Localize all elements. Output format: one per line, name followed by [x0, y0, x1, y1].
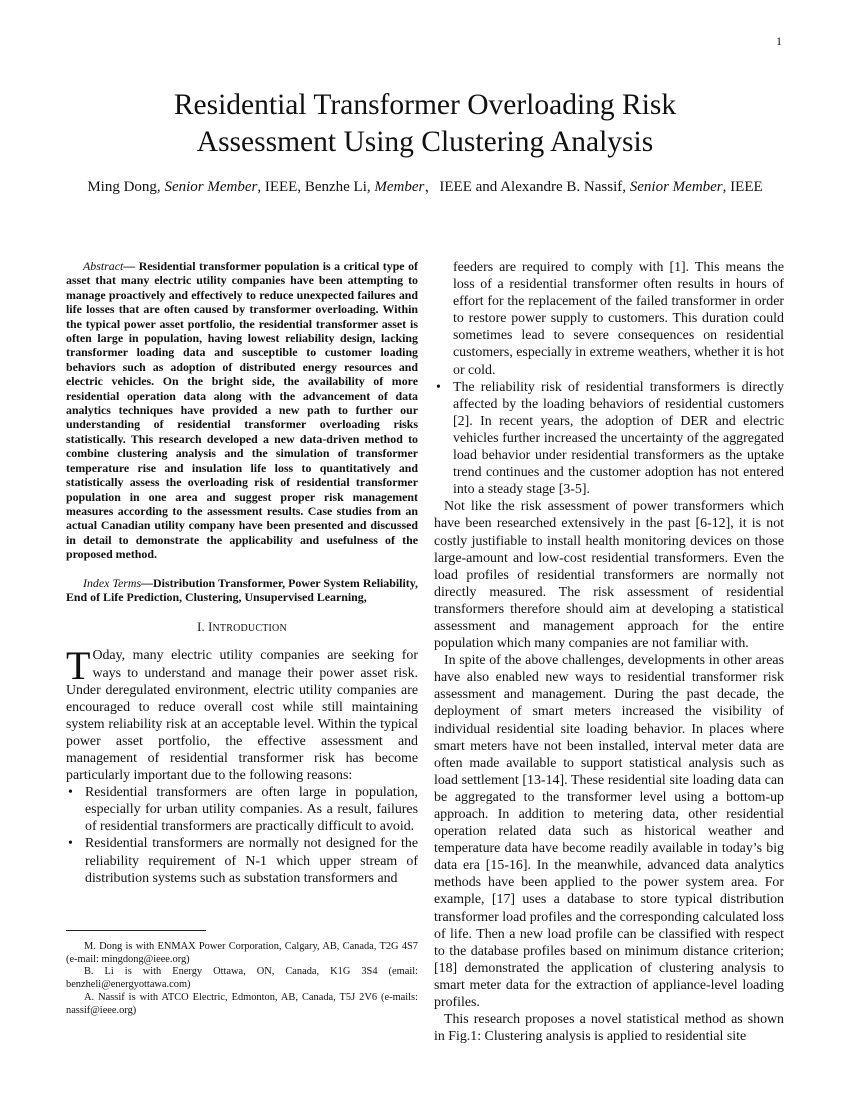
title-line-2: Assessment Using Clustering Analysis [196, 126, 654, 158]
abstract-text: — Residential transformer population is a critical type of asset that many electric utility companies have been attempting to manage proactively and effectively to reduce unexpected failures and life losses that are often caused by transformer overloading. Within the typical power asset portfolio, the residential transformer asset is often large in population, having lowest reliability design, lacking transformer loading data and susceptible to customer loading behaviors such as adoption of distributed energy resources and electric vehicles. On the bright side, the availability of more residential operation data along with the advancement of data analytics techniques have provided a new path to further our understanding of residential transformer overloading risks statistically. This research developed a new data-driven method to combine clustering analysis and the simulation of transformer temperature rise and insulation life loss to quantitatively and statistically assess the overloading risk of residential transformer population in one area and suggest proper risk management measures according to the assessment results. Case studies from an actual Canadian utility company have been presented and discussed in detail to demonstrate the applicability and usefulness of the proposed method. [66, 259, 418, 562]
list-item: • Residential transformers are often large in population, especially for urban utility companies. As a result, failures of residential transformers are practically difficult to avoid. [66, 784, 418, 835]
page-number: 1 [776, 34, 782, 48]
paper-title [60, 87, 790, 161]
author-3-org: , IEEE [722, 179, 763, 195]
author-1-org: , IEEE, [257, 179, 305, 195]
intro-paragraph-1-text: Oday, many electric utility companies are seeking for ways to understand and manage their power asset risk. Under deregulated environment, electric utility companies are encouraged to reduce overall cost while still maintaining system reliability risk at an acceptable level. Within the typical power asset portfolio, the effective assessment and management of residential transformer risk has become particularly important due to the following reasons: [66, 648, 418, 784]
author-list [70, 178, 780, 197]
title-line-1: Residential Transformer Overloading Risk [173, 89, 677, 121]
author-1-name: Ming Dong, [87, 179, 165, 195]
right-column [434, 259, 784, 1045]
intro-paragraph-1 [66, 643, 418, 784]
list-item: • Residential transformers are normally not designed for the reliability requirement of N-1 which upper stream of distribution systems such as substation transformers and [66, 835, 418, 886]
footnote-author-2: B. Li is with Energy Ottawa, ON, Canada, K1G 3S4 (email: benzheli@energyottawa.com) [66, 966, 418, 991]
left-column [66, 259, 418, 887]
author-3-name: and Alexandre B. Nassif, [475, 179, 630, 195]
body-paragraph: Not like the risk assessment of power transformers which have been researched extensively in the past [6-12], it is not costly justifiable to install health monitoring devices on those large-amount and low-cost residential transformers. Even the load profiles of residential transformers are normally not directly measured. The risk assessment of residential transformers therefore should aim at developing a statistical assessment and management approach for the entire population which many companies are not familiar with. [434, 499, 784, 652]
abstract [66, 259, 418, 562]
author-2-name: Benzhe Li, [304, 179, 375, 195]
index-terms [66, 576, 418, 605]
section-title-first: I [208, 620, 213, 635]
author-2-role: Member [374, 179, 425, 195]
index-terms-lead: Index Terms [83, 575, 142, 590]
body-paragraph: In spite of the above challenges, developments in other areas have also enabled new ways to residential transformer risk assessment and management. During the past decade, the deployment of smart meters increased the visibility of individual residential site loading behavior. In places where smart meters have not been installed, interval meter data are often made available to support statistical analysis such as load settlement [13-14]. These residential site loading data can be aggregated to the transformer level using a bottom-up approach. In addition to metering data, other residential operation related data such as historical weather and temperature data have become readily available in today’s big data era [15-16]. In the meanwhile, advanced data analytics methods have been applied to the power system area. For example, [17] uses a database to store typical distribution transformer load profiles and the corresponding calculated loss of life. Then a new load profile can be classified with respect to the database profiles based on minimum distance criterion; [18] demonstrated the application of clustering analysis to smart meter data for the extraction of appliance-level loading profiles. [434, 653, 784, 1011]
author-1-role: Senior Member [164, 179, 258, 195]
section-title-rest: NTRODUCTION [212, 623, 287, 635]
author-2-org: ，IEEE [424, 179, 476, 195]
list-item: • The reliability risk of residential transformers is directly affected by the loading behaviors of residential customers [2]. In recent years, the adoption of DER and electric vehicles further increased the uncertainty of the aggregated load behavior under residential transformers as the uptake trend continues and the customer adoption has not entered into a steady stage [3-5]. [434, 379, 784, 499]
abstract-lead: Abstract [83, 259, 124, 273]
reasons-list [66, 784, 418, 887]
introduction-body [66, 643, 418, 886]
reasons-list-continued [434, 379, 784, 499]
footnote-divider [66, 930, 206, 931]
bullet-continuation: feeders are required to comply with [1]. This means the loss of a residential transformer often results in hours of effort for the replacement of the failed transformer in order to restore power supply to customers. This duration could sometimes lead to severe consequences on residential customers, especially in extreme weathers, whether it is hot or cold. [453, 260, 784, 378]
section-numeral: I. [197, 620, 209, 635]
body-paragraph: This research proposes a novel statistical method as shown in Fig.1: Clustering analysis is applied to residential site [434, 1012, 784, 1045]
drop-cap: T [66, 643, 91, 689]
author-3-role: Senior Member [629, 179, 723, 195]
footnotes [66, 941, 418, 1017]
section-heading-introduction [66, 619, 418, 637]
footnote-author-1: M. Dong is with ENMAX Power Corporation, Calgary, AB, Canada, T2G 4S7 (e-mail: mingdong@ieee.org) [66, 941, 418, 965]
footnote-author-3: A. Nassif is with ATCO Electric, Edmonton, AB, Canada, T5J 2V6 (e-mails: nassif@ieee.org) [66, 991, 418, 1016]
index-terms-text: —Distribution Transformer, Power System Reliability, End of Life Prediction, Clustering, Unsupervised Learning, [66, 575, 418, 604]
